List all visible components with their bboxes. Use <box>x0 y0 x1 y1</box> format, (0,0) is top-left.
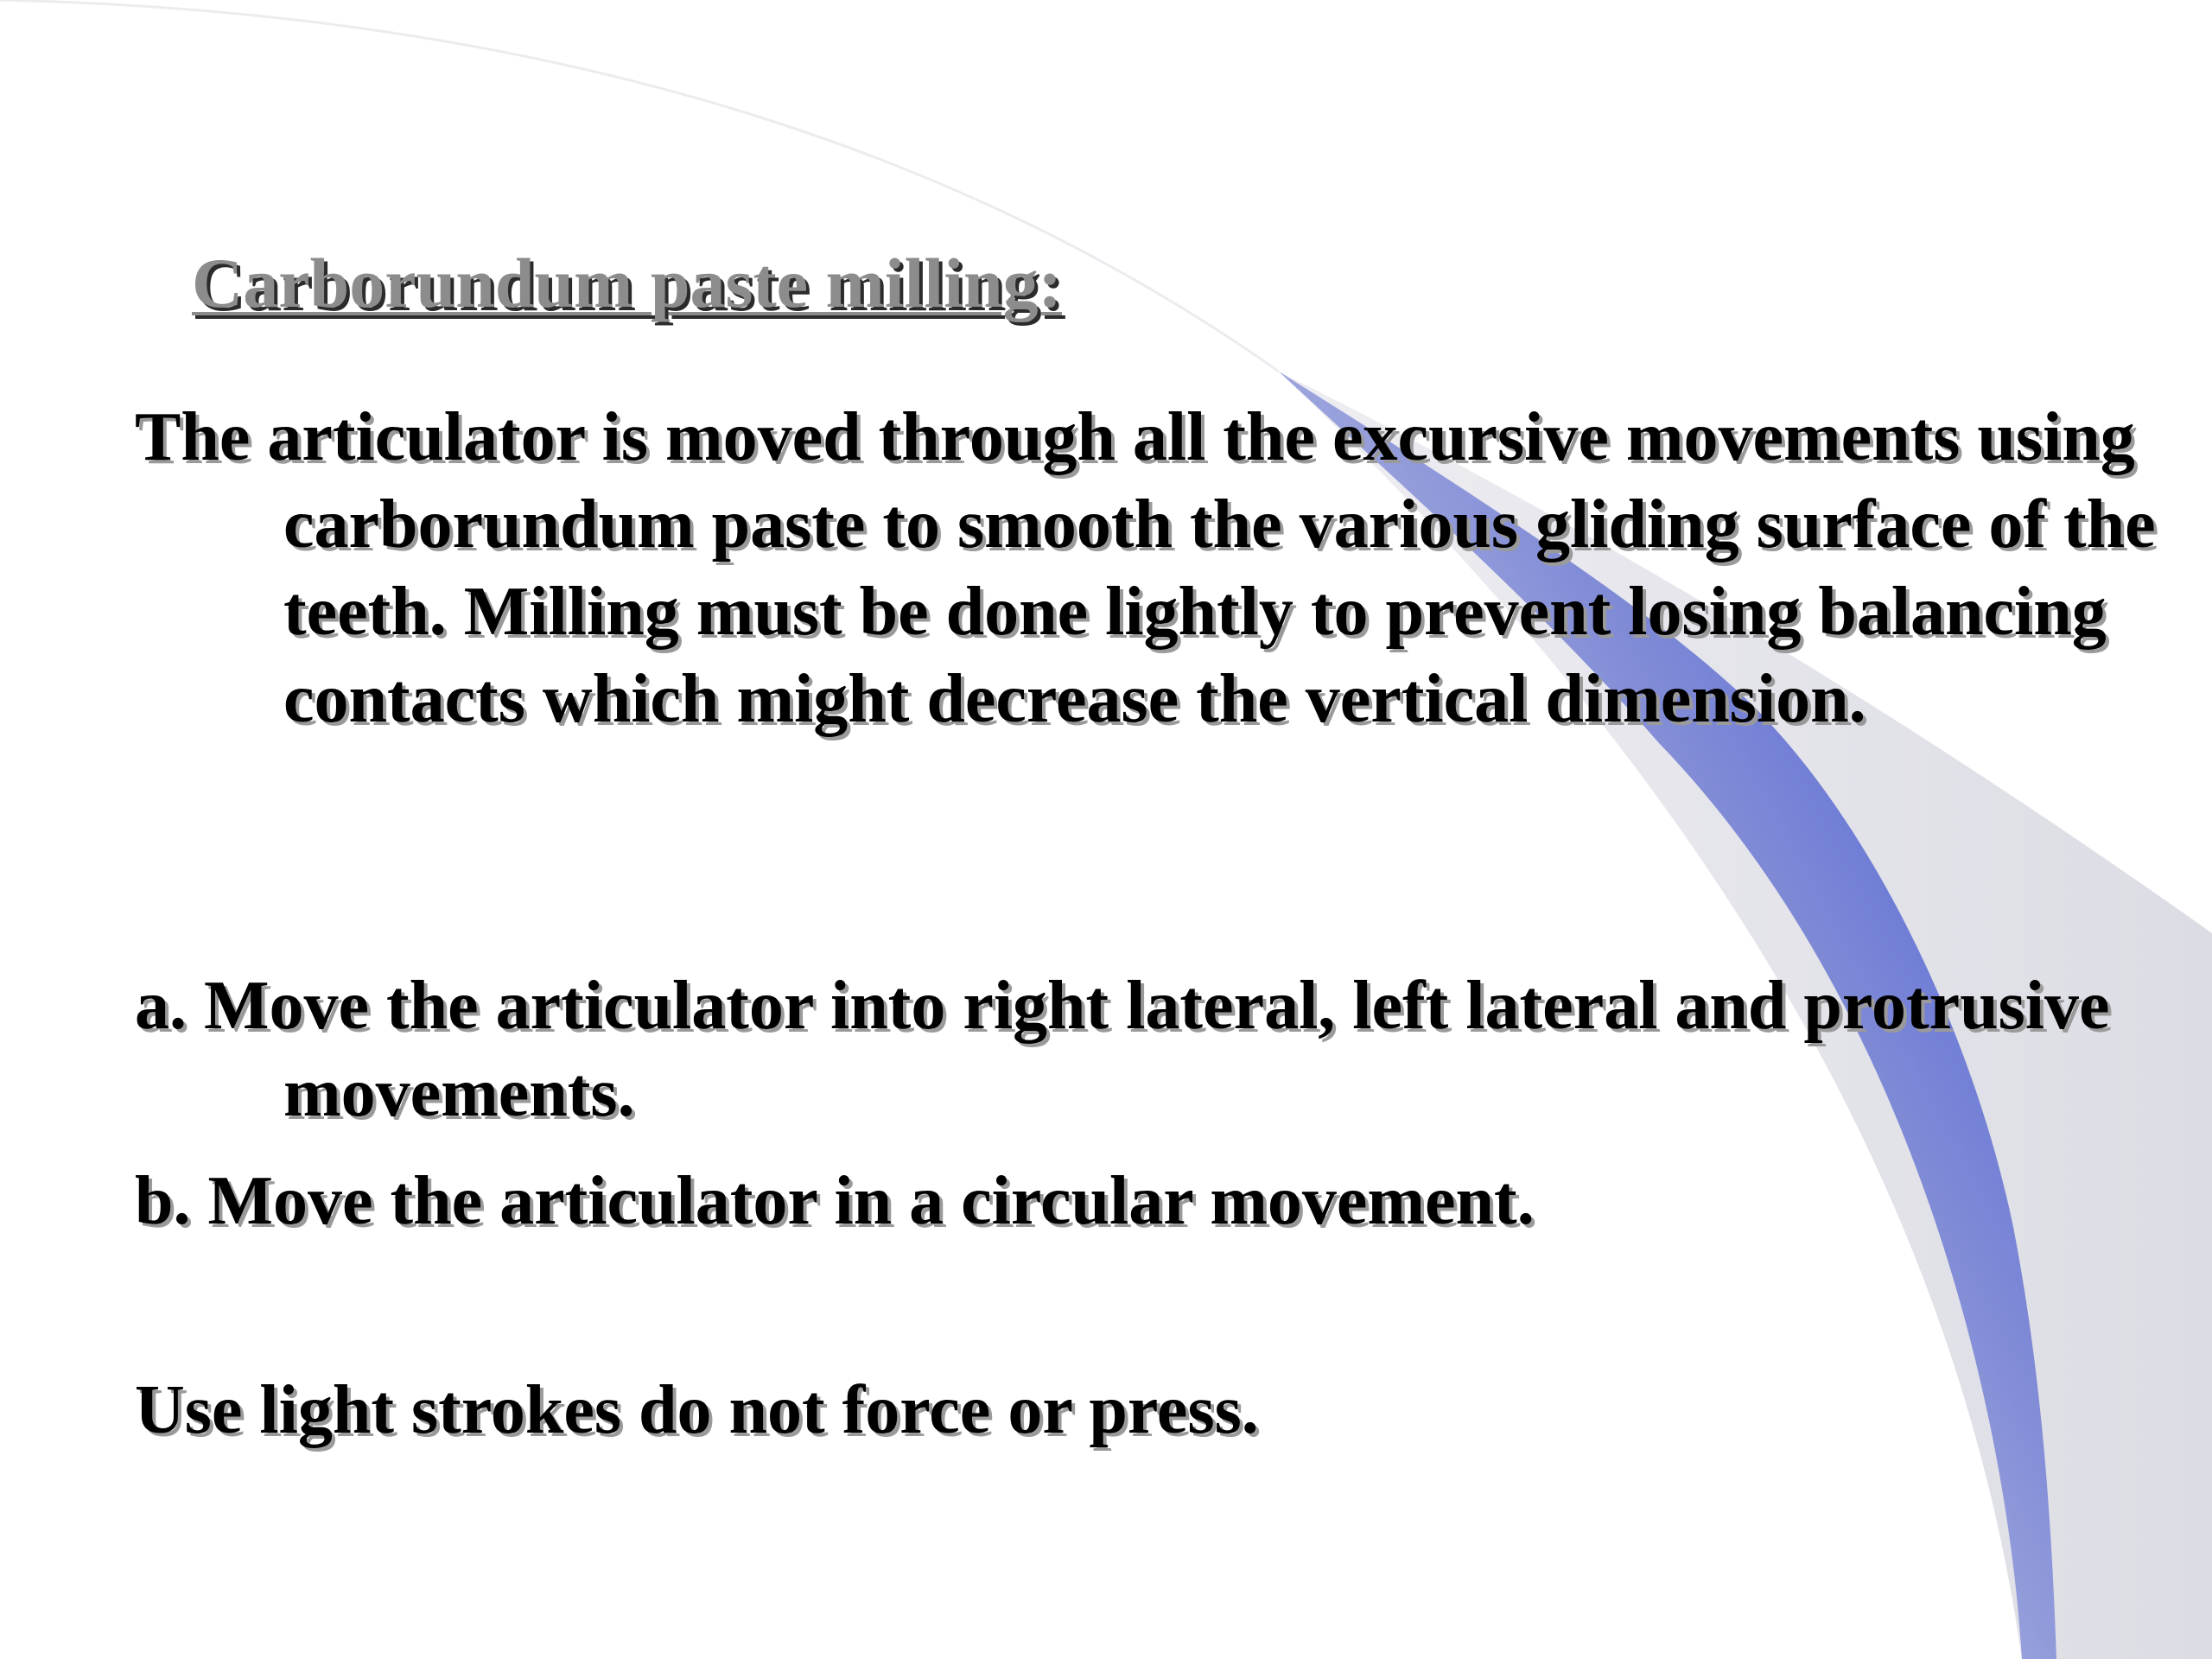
paragraph-milling-description: The articulator is moved through all the excursive movements using carborundum paste to smooth the various gliding surface of the teeth. Milling must be done lightly to prevent losing balancing contacts which might decrease the vertical dimension. <box>135 399 2156 737</box>
note-light-strokes: Use light strokes do not force or press. <box>135 1372 1259 1448</box>
slide-title: Carborundum paste milling: <box>192 244 1062 322</box>
step-a-lateral-protrusive: a. Move the articulator into right lateral, left lateral and protrusive movements. <box>135 968 2110 1131</box>
step-b-circular: b. Move the articulator in a circular movement. <box>135 1163 1535 1239</box>
